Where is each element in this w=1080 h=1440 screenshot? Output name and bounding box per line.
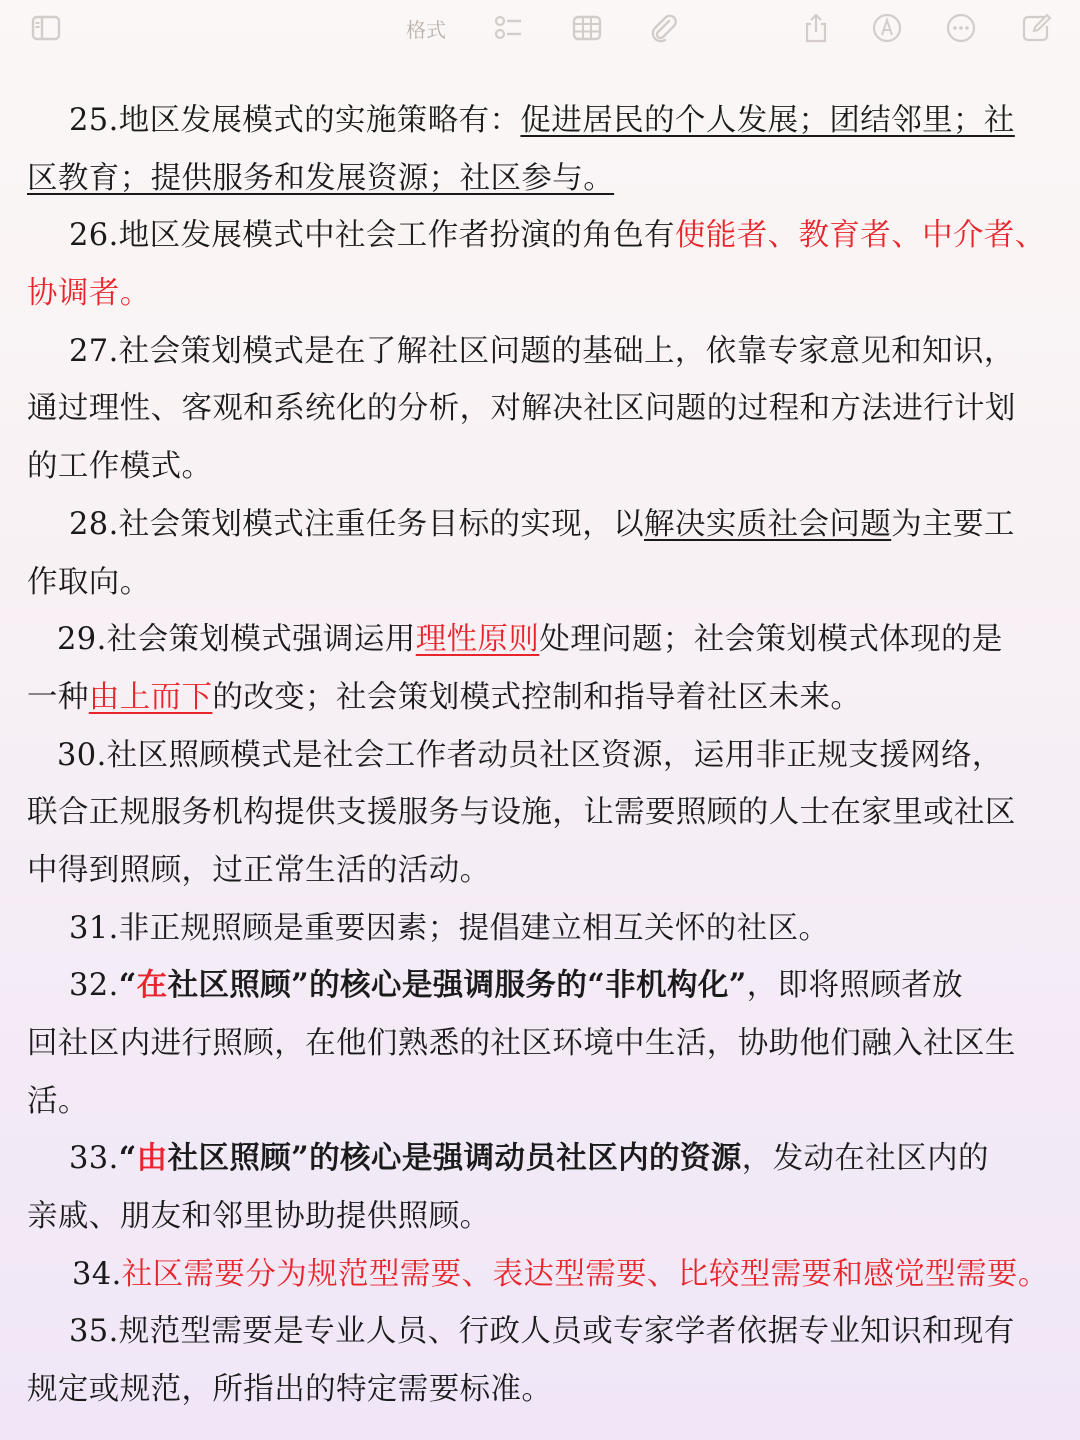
item-29-suffix: 处理问题；社会策划模式体现的是 <box>539 622 1003 658</box>
item-26-line-1 <box>27 207 1057 265</box>
item-26-line-2 <box>27 265 1057 323</box>
item-26-highlight-1: 使能者、教育者、中介者、 <box>674 218 1046 254</box>
item-32-rest: ，即将照顾者放 <box>746 968 964 1004</box>
item-34-number: 34. <box>72 1256 122 1292</box>
item-29-line-2 <box>27 669 1057 727</box>
item-26-end: 。 <box>119 276 151 312</box>
item-30-line-3: 中得到照顾，过正常生活的活动。 <box>27 852 491 888</box>
item-25-underlined-2: 区教育；提供服务和发展资源；社区参与。 <box>27 160 615 196</box>
item-32-highlight: 在 <box>136 967 168 1004</box>
item-26-highlight-2: 协调者 <box>27 276 120 312</box>
item-32-line-3: 活。 <box>27 1083 89 1119</box>
item-28-line-2: 作取向。 <box>27 564 151 600</box>
item-32-line-2: 回社区内进行照顾，在他们熟悉的社区环境中生活，协助他们融入社区生 <box>27 1026 1016 1061</box>
item-35-line-1: 35.规范型需要是专业人员、行政人员或专家学者依据专业知识和现有 <box>69 1314 1015 1350</box>
item-28-underlined: 解决实质社会问题 <box>644 506 892 542</box>
compose-icon[interactable] <box>1016 10 1056 46</box>
item-25-underlined-1: 促进居民的个人发展；团结邻里；社 <box>520 103 1015 138</box>
item-26-prefix: 26.地区发展模式中社会工作者扮演的角色有 <box>69 218 675 254</box>
markup-pen-icon[interactable] <box>867 10 907 46</box>
item-35-line-2: 规定或规范，所指出的特定需要标准。 <box>27 1372 553 1408</box>
item-33-line-1 <box>27 1130 1057 1188</box>
item-29-line-1 <box>27 611 1057 669</box>
item-33-line-2: 亲戚、朋友和邻里协助提供照顾。 <box>27 1199 491 1235</box>
format-button[interactable]: 格式 <box>406 18 446 42</box>
item-28-suffix: 为主要工 <box>891 506 1015 542</box>
item-29-line-2b: 的改变；社会策划模式控制和指导着社区未来。 <box>212 679 862 715</box>
item-33-rest: ，发动在社区内的 <box>741 1141 989 1177</box>
share-icon[interactable] <box>796 10 836 46</box>
more-icon[interactable] <box>941 10 981 46</box>
attachment-icon[interactable] <box>643 10 683 46</box>
item-29-highlight-1: 理性原则 <box>415 622 540 658</box>
item-33-bold: 社区照顾”的核心是强调动员社区内的资源 <box>167 1140 742 1177</box>
item-32-line-1 <box>27 957 1057 1015</box>
item-31-line-1: 31.非正规照顾是重要因素；提倡建立相互关怀的社区。 <box>69 910 830 946</box>
note-body[interactable] <box>27 92 1057 1419</box>
item-27-line-3: 的工作模式。 <box>27 449 213 485</box>
item-28-line-1 <box>27 496 1057 554</box>
table-icon[interactable] <box>567 10 607 46</box>
item-32-bold: 社区照顾”的核心是强调服务的“非机构化” <box>167 967 747 1004</box>
item-34-line-1 <box>27 1246 1057 1304</box>
item-29-prefix: 29.社会策划模式强调运用 <box>57 622 416 658</box>
notes-toolbar <box>0 0 1080 56</box>
item-28-prefix: 28.社会策划模式注重任务目标的实现，以 <box>69 506 645 542</box>
item-30-line-2: 联合正规服务机构提供支援服务与设施，让需要照顾的人士在家里或社区 <box>27 795 1016 831</box>
item-25-line-2 <box>27 150 1057 208</box>
item-25-prefix: 25.地区发展模式的实施策略有： <box>69 103 521 138</box>
item-32-open-quote: “ <box>118 967 137 1004</box>
item-29-highlight-2: 由上而下 <box>88 679 213 715</box>
sidebar-icon[interactable] <box>26 10 66 46</box>
item-33-number: 33. <box>69 1141 119 1177</box>
item-34-highlight: 社区需要分为规范型需要、表达型需要、比较型需要和感觉型需要。 <box>121 1256 1049 1292</box>
item-32-number: 32. <box>69 968 119 1004</box>
item-25-line-1 <box>27 92 1057 150</box>
item-33-highlight: 由 <box>136 1140 168 1177</box>
checklist-icon[interactable] <box>488 10 528 46</box>
item-29-line-2a: 一种 <box>27 679 89 715</box>
item-27-line-1: 27.社会策划模式是在了解社区问题的基础上，依靠专家意见和知识， <box>69 333 1015 369</box>
item-27-line-2: 通过理性、客观和系统化的分析，对解决社区问题的过程和方法进行计划 <box>27 391 1016 427</box>
item-33-open-quote: “ <box>118 1140 137 1177</box>
item-30-line-1: 30.社区照顾模式是社会工作者动员社区资源，运用非正规支援网络， <box>57 737 1003 773</box>
